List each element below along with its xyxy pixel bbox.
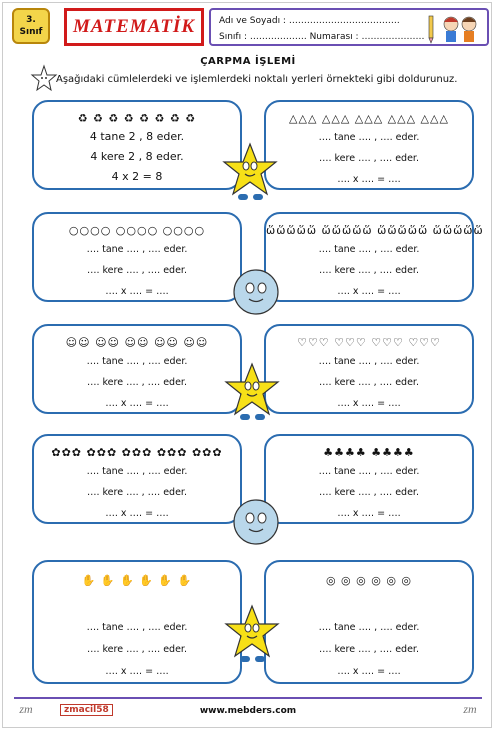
multiplication-line[interactable]: …. x …. = ….	[337, 508, 401, 519]
exercise-box	[32, 212, 242, 302]
star-mascot-icon	[30, 64, 58, 92]
multiplication-line[interactable]: …. x …. = ….	[105, 508, 169, 519]
multiplication-line[interactable]: …. x …. = ….	[105, 286, 169, 297]
title-box	[64, 8, 204, 46]
grade-number: 3.	[26, 15, 36, 25]
tane-line[interactable]: …. tane …. , …. eder.	[318, 466, 420, 477]
tane-line[interactable]: …. tane …. , …. eder.	[86, 356, 188, 367]
tane-line[interactable]: …. tane …. , …. eder.	[86, 466, 188, 477]
exercise-box	[264, 324, 474, 414]
tane-line[interactable]: …. tane …. , …. eder.	[318, 132, 420, 143]
exercise-box	[32, 324, 242, 414]
example-symbols: ♻ ♻ ♻ ♻ ♻ ♻ ♻ ♻	[77, 112, 197, 125]
worksheet-code: zmacil58	[60, 704, 113, 716]
kere-line[interactable]: …. kere …. , …. eder.	[318, 265, 419, 276]
website-link[interactable]: www.mebders.com	[199, 706, 297, 716]
worksheet-heading: ÇARPMA İŞLEMİ	[200, 56, 296, 67]
tane-line[interactable]: …. tane …. , …. eder.	[318, 356, 420, 367]
exercise-box	[32, 560, 242, 684]
student-info-box	[209, 8, 489, 46]
exercise-symbols: ◎ ◎ ◎ ◎ ◎ ◎	[325, 574, 413, 587]
multiplication-line[interactable]: …. x …. = ….	[337, 666, 401, 677]
exercise-symbols: ὥὥὥὥὥ ὥὥὥὥὥ ὥὥὥὥὥ ὥὥὥὥὥ	[266, 224, 484, 237]
exercise-symbols: ♡♡♡ ♡♡♡ ♡♡♡ ♡♡♡	[297, 336, 441, 349]
exercise-symbols: ○○○○ ○○○○ ○○○○	[68, 224, 206, 237]
exercise-box	[264, 100, 474, 190]
exercise-box	[32, 434, 242, 524]
kere-line[interactable]: …. kere …. , …. eder.	[86, 377, 187, 388]
multiplication-line[interactable]: …. x …. = ….	[105, 666, 169, 677]
multiplication-line[interactable]: …. x …. = ….	[337, 174, 401, 185]
tane-line[interactable]: …. tane …. , …. eder.	[318, 622, 420, 633]
name-field[interactable]: Adı ve Soyadı : ……………………………….	[219, 16, 400, 26]
footer-divider	[14, 697, 482, 699]
instruction-text: Aşağıdaki cümlelerdeki ve işlemlerdeki noktalı yerleri örnekteki gibi doldurunuz.	[56, 74, 458, 85]
exercise-symbols: ✿✿✿ ✿✿✿ ✿✿✿ ✿✿✿ ✿✿✿	[51, 446, 223, 459]
exercise-symbols: △△△ △△△ △△△ △△△ △△△	[289, 112, 449, 125]
kere-line[interactable]: …. kere …. , …. eder.	[86, 265, 187, 276]
exercise-symbols: ☺☺ ☺☺ ☺☺ ☺☺ ☺☺	[65, 336, 209, 349]
kere-line[interactable]: …. kere …. , …. eder.	[86, 487, 187, 498]
kere-line[interactable]: …. kere …. , …. eder.	[318, 153, 419, 164]
exercise-symbols: ♣♣♣♣ ♣♣♣♣	[323, 446, 415, 459]
star-mascot-icon	[222, 362, 282, 424]
moon-mascot-icon	[226, 492, 286, 554]
grade-badge	[12, 8, 50, 44]
star-mascot-icon	[220, 142, 280, 204]
example-line-3: 4 x 2 = 8	[111, 170, 163, 183]
multiplication-line[interactable]: …. x …. = ….	[337, 286, 401, 297]
tane-line[interactable]: …. tane …. , …. eder.	[86, 622, 188, 633]
exercise-box	[264, 434, 474, 524]
corner-logo-right: zm	[463, 702, 477, 716]
kids-pencil-icon	[423, 12, 483, 44]
exercise-box	[264, 212, 484, 302]
example-line-1: 4 tane 2 , 8 eder.	[89, 130, 185, 143]
kere-line[interactable]: …. kere …. , …. eder.	[318, 377, 419, 388]
moon-mascot-icon	[226, 262, 286, 324]
star-mascot-icon	[222, 604, 282, 666]
exercise-symbols: ✋ ✋ ✋ ✋ ✋ ✋	[81, 574, 193, 587]
example-line-2: 4 kere 2 , 8 eder.	[90, 150, 184, 163]
class-number-field[interactable]: Sınıfı : ………………. Numarası : …………………	[219, 32, 425, 42]
exercise-box	[264, 560, 474, 684]
kere-line[interactable]: …. kere …. , …. eder.	[86, 644, 187, 655]
tane-line[interactable]: …. tane …. , …. eder.	[86, 244, 188, 255]
grade-label: Sınıf	[19, 27, 43, 37]
tane-line[interactable]: …. tane …. , …. eder.	[318, 244, 420, 255]
kere-line[interactable]: …. kere …. , …. eder.	[318, 644, 419, 655]
example-box	[32, 100, 242, 190]
corner-logo-left: zm	[19, 702, 33, 716]
page-title: MATEMATİK	[73, 16, 195, 37]
multiplication-line[interactable]: …. x …. = ….	[105, 398, 169, 409]
kere-line[interactable]: …. kere …. , …. eder.	[318, 487, 419, 498]
multiplication-line[interactable]: …. x …. = ….	[337, 398, 401, 409]
